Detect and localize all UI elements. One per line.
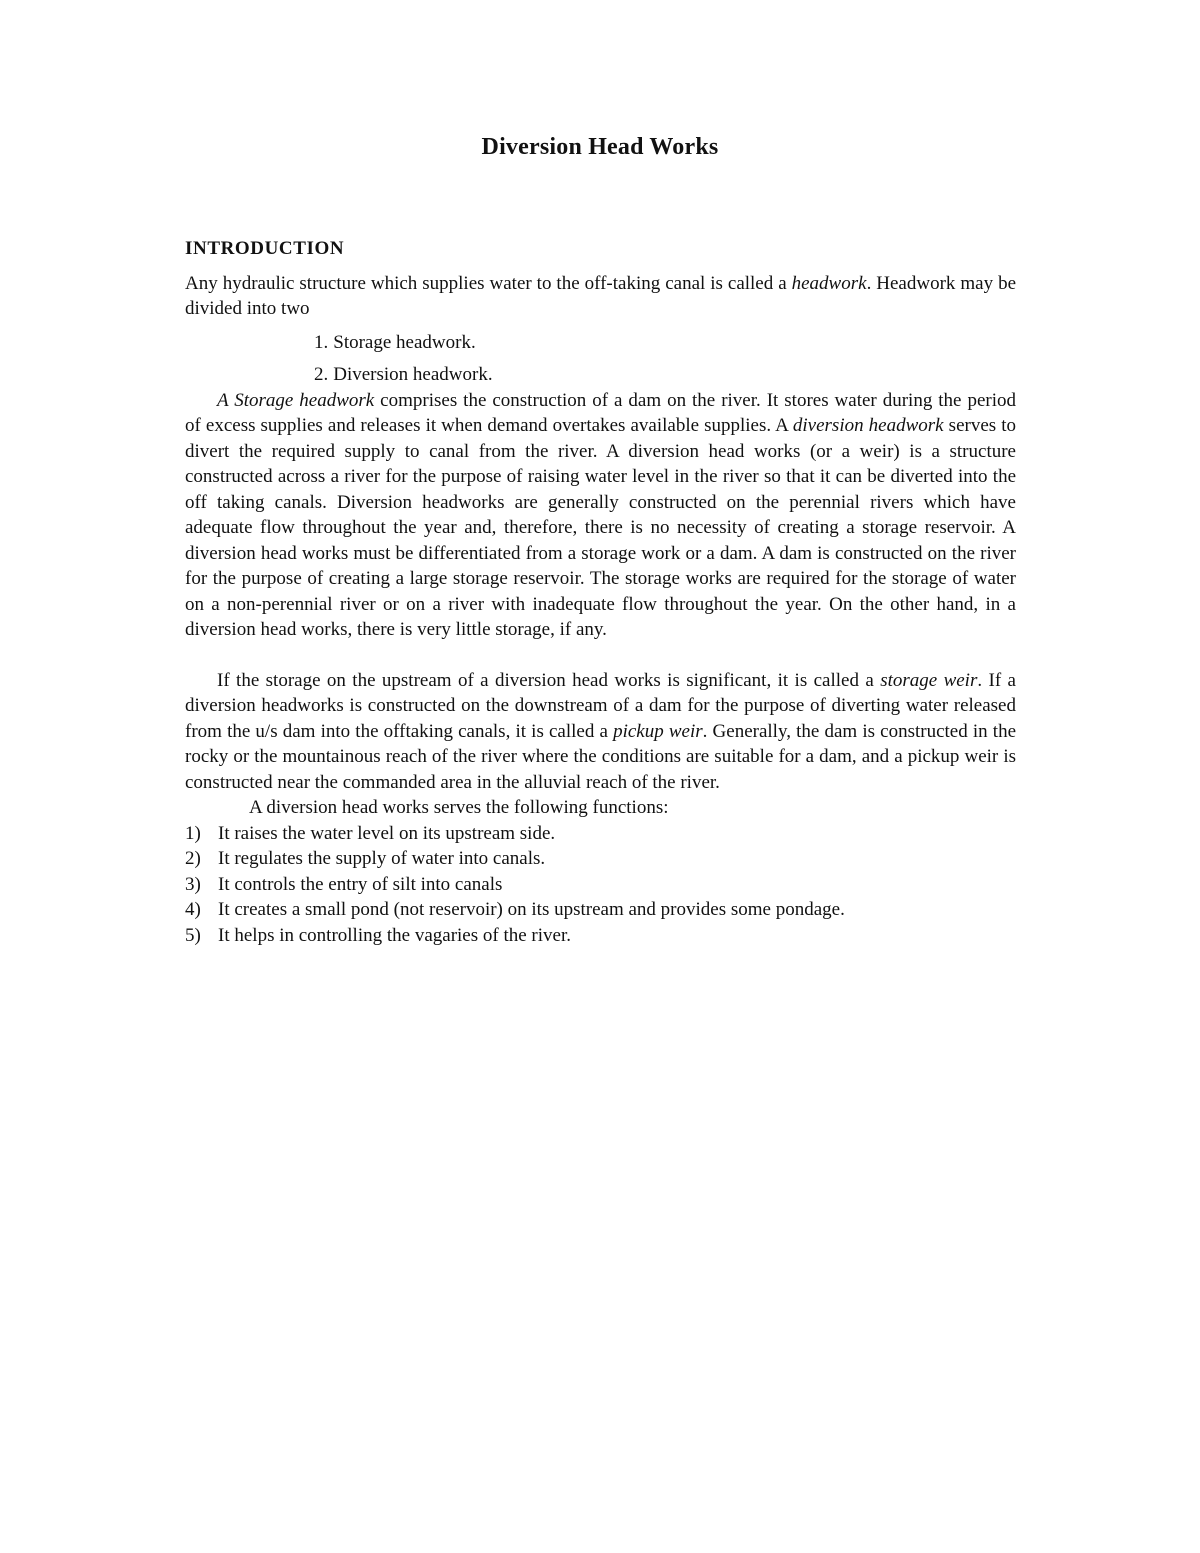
list-item-label: Diversion headwork.: [333, 364, 493, 385]
list-item-number: 3): [185, 873, 201, 895]
weir-paragraph: [185, 668, 1016, 796]
paragraph-text: serves to divert the required supply to canal from the river. A diversion head works (or a weir) is a structure constructed across a river for the purpose of raising water level in the river so that it can be diverted into the off taking canals. Diversion headworks are generally constructed on the perennial rivers which have adequate flow throughout the year and, therefore, there is no necessity of creating a storage reservoir. A diversion head works must be differentiated from a storage work or a dam. A dam is constructed on the river for the purpose of creating a large storage reservoir. The storage works are required for the storage of water on a non-perennial river or on a river with inadequate flow throughout the year. On the other hand, in a diversion head works, there is very little storage, if any.: [185, 415, 1016, 640]
term-diversion-headwork: diversion headwork: [792, 415, 944, 436]
section-heading: INTRODUCTION: [185, 238, 345, 259]
term-pickup-weir: pickup weir: [613, 720, 703, 742]
paragraph-text: . If a diversion headworks is constructed on the downstream of a dam for the purpose of diverting water released from the u/s dam into the offtaking canals, it is called a: [185, 669, 1016, 742]
list-item: [185, 897, 1016, 923]
list-item-number: 1): [185, 822, 201, 844]
paragraph-text: If the storage on the upstream of a diversion head works is significant, it is called a: [217, 669, 881, 691]
list-item-text: It helps in controlling the vagaries of the river.: [218, 924, 571, 946]
list-item-text: It creates a small pond (not reservoir) on its upstream and provides some pondage.: [218, 899, 845, 920]
list-item: [314, 362, 1016, 388]
list-item-text: It raises the water level on its upstream side.: [218, 822, 556, 844]
intro-paragraph: [185, 271, 1016, 322]
list-item-number: 2): [185, 848, 201, 869]
term-storage-weir: storage weir: [880, 669, 978, 691]
list-item-text: It regulates the supply of water into canals.: [218, 848, 546, 869]
list-item: [185, 821, 1016, 847]
document-title: Diversion Head Works: [481, 134, 719, 160]
list-item-number: 2.: [314, 364, 329, 385]
document-body: [185, 236, 1016, 948]
list-item-number: 4): [185, 899, 201, 920]
paragraph-spacer: [185, 643, 1016, 668]
list-item-number: 5): [185, 924, 201, 946]
functions-list: [185, 821, 1016, 949]
list-item-text: It controls the entry of silt into canals: [218, 873, 503, 895]
list-item-number: 1.: [314, 331, 329, 353]
list-item: [185, 923, 1016, 949]
intro-text-2: . Headwork may be divided into two: [185, 272, 1017, 319]
list-item-label: Storage headwork.: [333, 331, 476, 353]
paragraph-text: comprises the construction of a dam on the river. It stores water during the period of excess supplies and releases it when demand overtakes available supplies. A: [185, 389, 1016, 436]
paragraph-text: . Generally, the dam is constructed in the rocky or the mountainous reach of the river where the conditions are suitable for a dam, and a pickup weir is constructed near the commanded area in the alluvial reach of the river.: [185, 720, 1016, 793]
intro-text-1: Any hydraulic structure which supplies water to the off-taking canal is called a: [185, 272, 792, 294]
list-item: [185, 872, 1016, 898]
storage-diversion-paragraph: [185, 388, 1016, 643]
list-item: [314, 330, 1016, 356]
list-item: [185, 846, 1016, 872]
headwork-types-list: [185, 330, 1016, 388]
term-storage-headwork: A Storage headwork: [217, 389, 375, 411]
intro-term-headwork: headwork: [791, 272, 867, 294]
functions-intro: A diversion head works serves the following functions:: [249, 797, 669, 818]
